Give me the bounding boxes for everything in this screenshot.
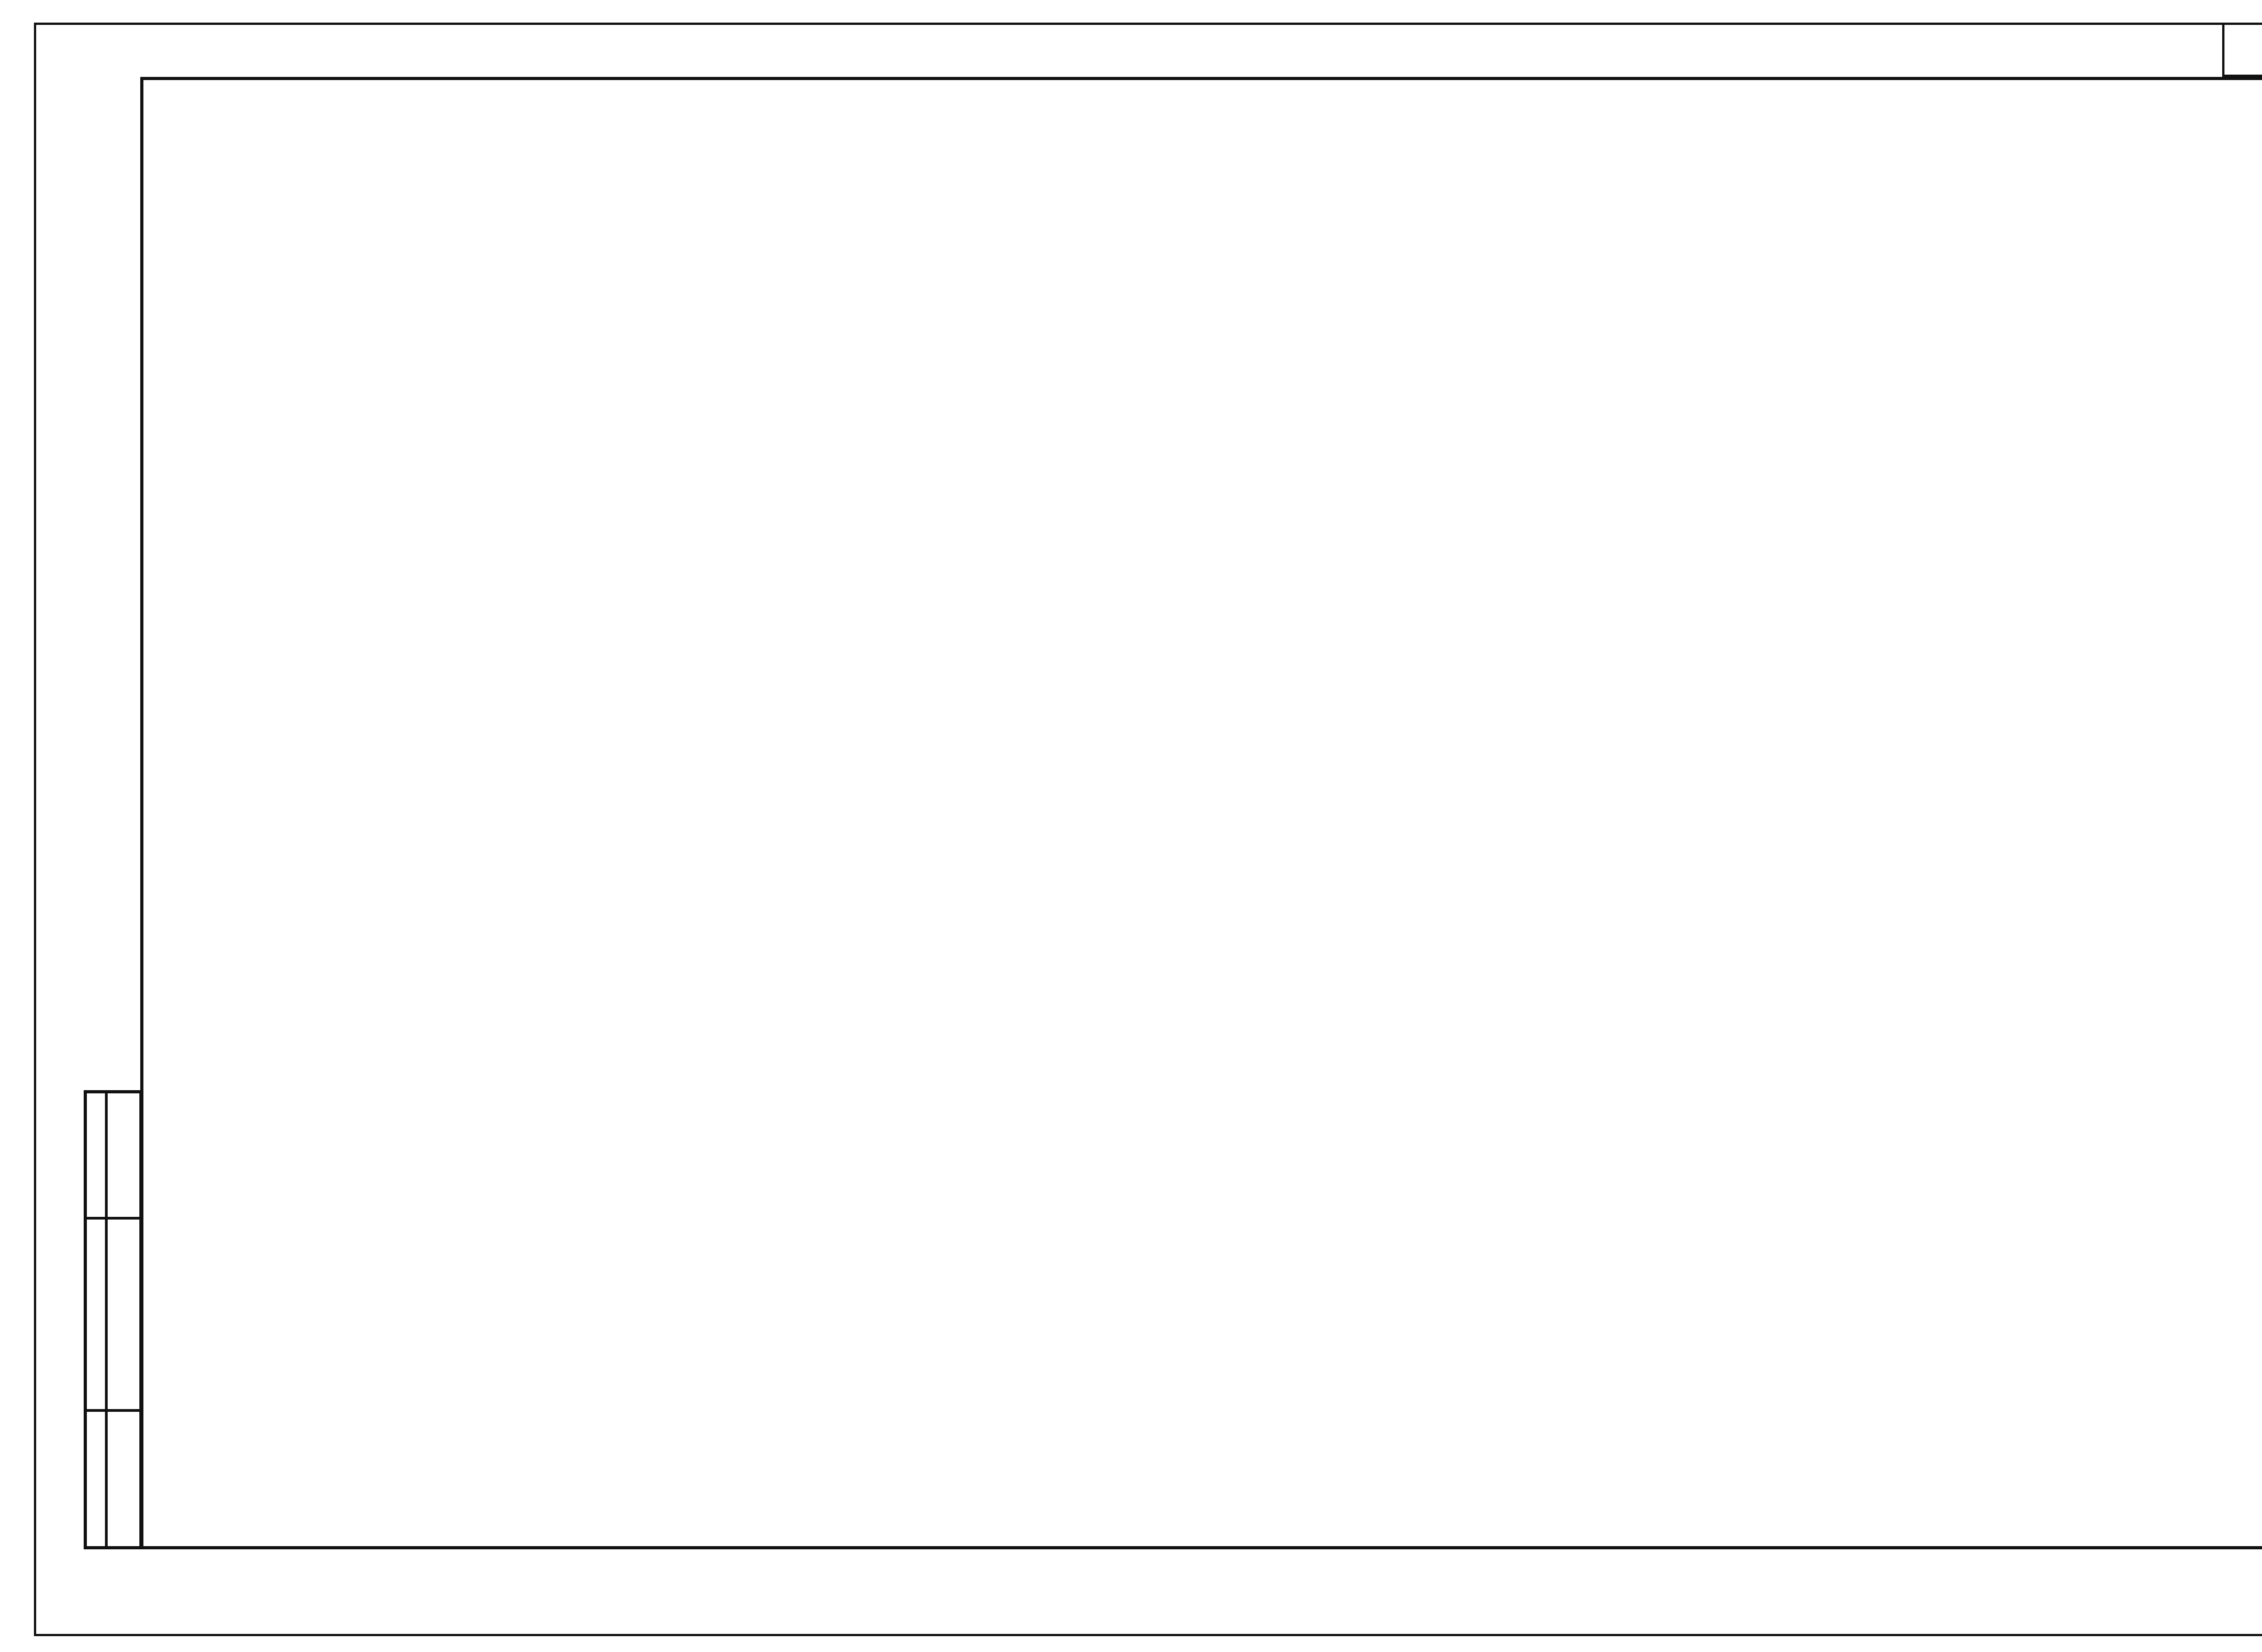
side-stamp <box>84 1090 143 1549</box>
sheet-number-box <box>2222 23 2262 77</box>
inner-frame <box>140 77 2262 1549</box>
